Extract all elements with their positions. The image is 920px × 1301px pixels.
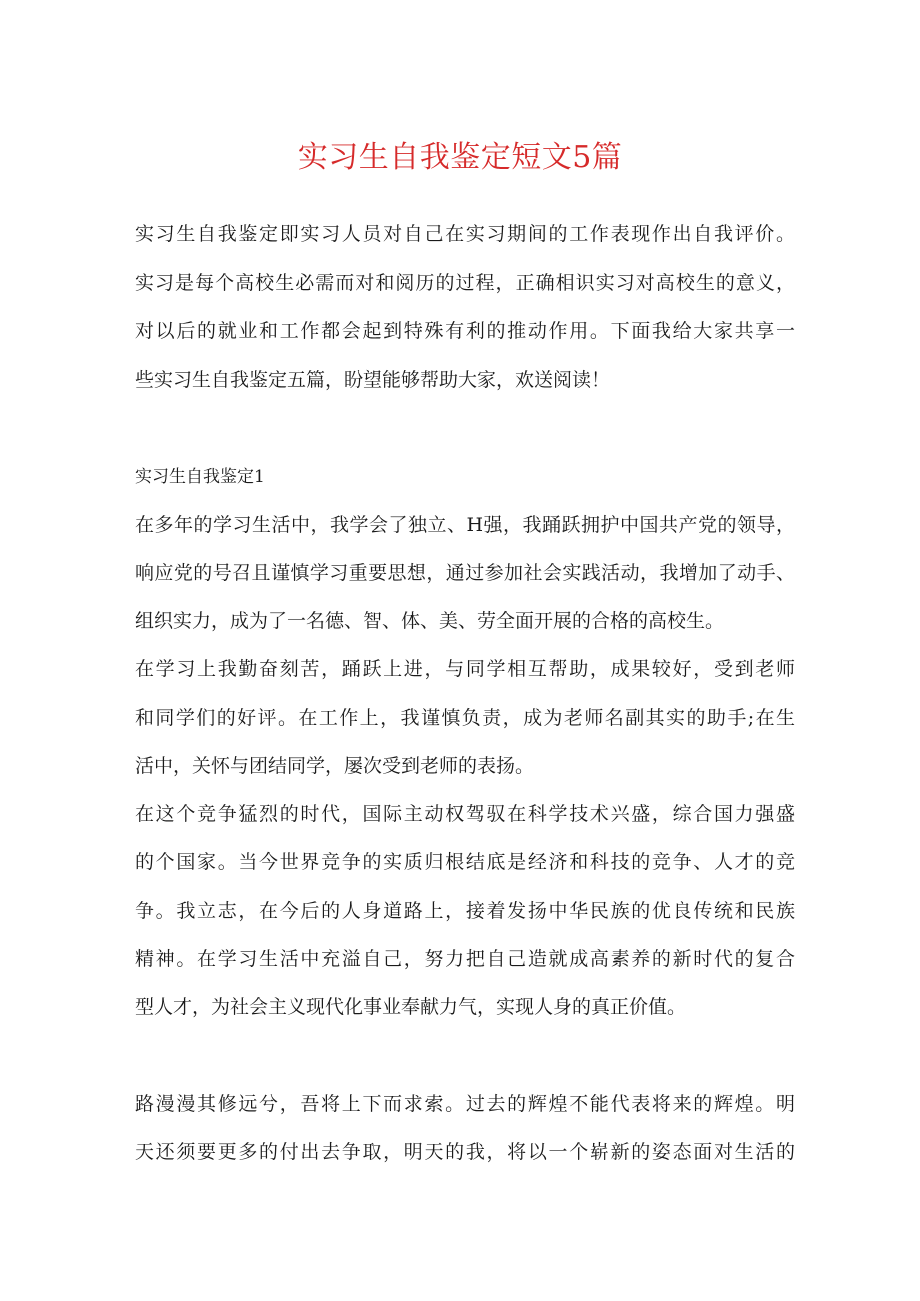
paragraph-line: 型人才，为社会主义现代化事业奉献力气，实现人身的真正价值。 bbox=[135, 996, 687, 1018]
paragraph-line: 组织实力，成为了一名德、智、体、美、劳全面开展的合格的高校生。 bbox=[135, 610, 725, 632]
paragraph-line: 活中，关怀与团结同学，屡次受到老师的表扬。 bbox=[135, 755, 535, 777]
document-title: 实习生自我鉴定短文5篇 bbox=[297, 140, 623, 175]
paragraph-line: 路漫漫其修远兮，吾将上下而求索。过去的辉煌不能代表将来的辉煌。明 bbox=[135, 1093, 795, 1115]
paragraph-line: 的个国家。当今世界竞争的实质归根结底是经济和科技的竞争、人才的竞 bbox=[135, 851, 795, 873]
paragraph-line: 响应党的号召且谨慎学习重要思想，通过参加社会实践活动，我增加了动手、 bbox=[135, 562, 795, 584]
intro-line: 实习是每个高校生必需而对和阅历的过程，正确相识实习对高校生的意义， bbox=[135, 272, 795, 294]
paragraph-line: 在这个竞争猛烈的时代，国际主动权驾驭在科学技术兴盛，综合国力强盛 bbox=[135, 803, 795, 825]
intro-line: 对以后的就业和工作都会起到特殊有利的推动作用。下面我给大家共享一 bbox=[135, 320, 795, 342]
intro-line: 实习生自我鉴定即实习人员对自己在实习期间的工作表现作出自我评价。 bbox=[135, 223, 795, 245]
paragraph-line: 在学习上我勤奋刻苦，踊跃上进，与同学相互帮助，成果较好，受到老师 bbox=[135, 658, 795, 680]
paragraph-line: 在多年的学习生活中，我学会了独立、H强，我踊跃拥护中国共产党的领导， bbox=[135, 514, 795, 536]
paragraph-line: 争。我立志，在今后的人身道路上，接着发扬中华民族的优良传统和民族 bbox=[135, 900, 795, 922]
section-heading: 实习生自我鉴定1 bbox=[135, 467, 265, 487]
paragraph-line: 和同学们的好评。在工作上，我谨慎负责，成为老师名副其实的助手;在生 bbox=[135, 707, 795, 729]
paragraph-line: 天还须要更多的付出去争取，明天的我，将以一个崭新的姿态面对生活的 bbox=[135, 1141, 795, 1163]
paragraph-line: 精神。在学习生活中充溢自己，努力把自己造就成高素养的新时代的复合 bbox=[135, 948, 795, 970]
intro-line: 些实习生自我鉴定五篇，盼望能够帮助大家，欢送阅读！ bbox=[135, 369, 611, 391]
